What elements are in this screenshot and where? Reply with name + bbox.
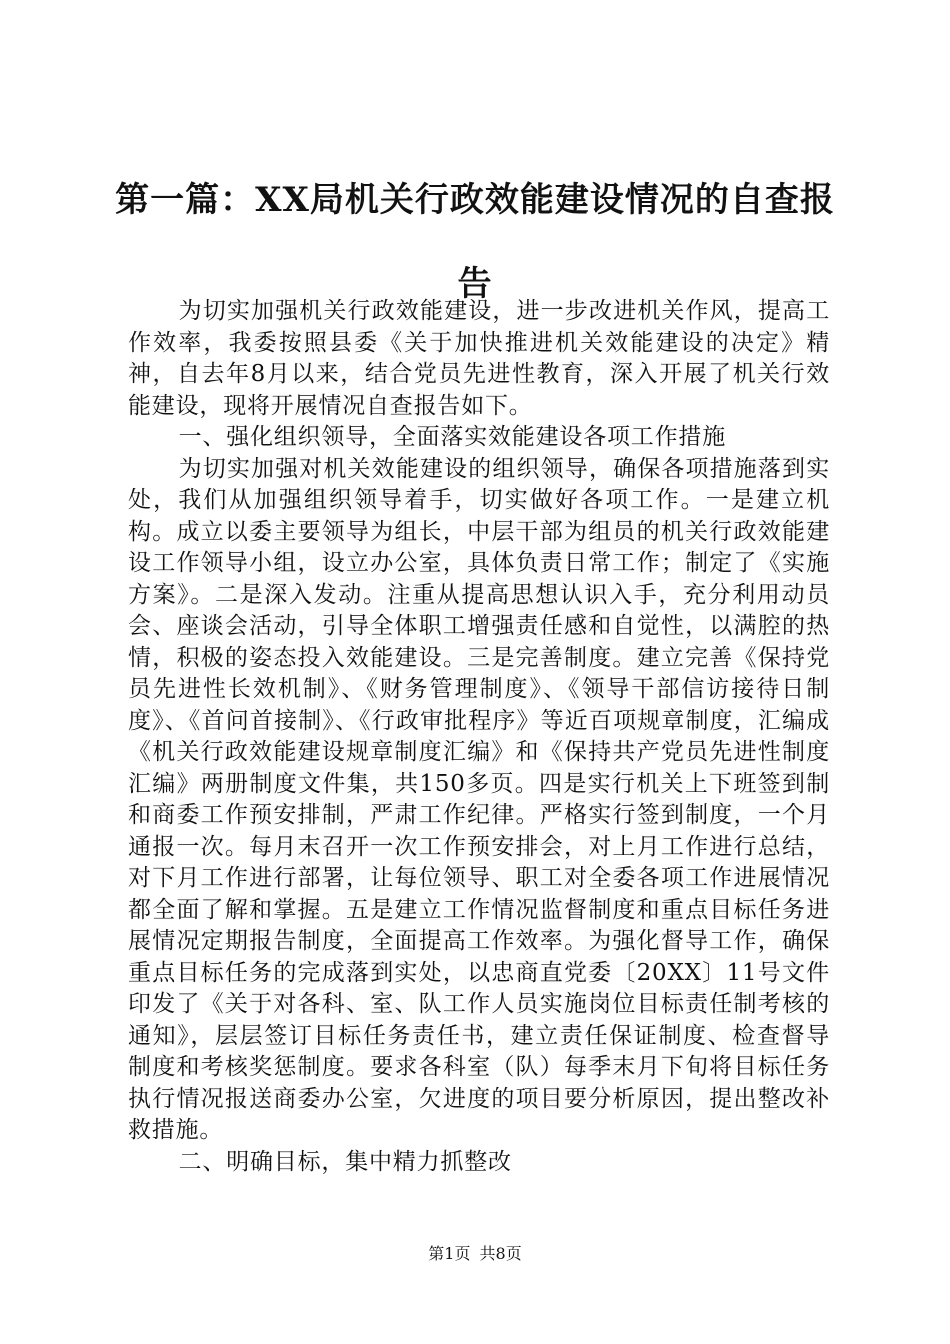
page-footer <box>0 1244 950 1264</box>
section-heading-2: 二、明确目标，集中精力抓整改 <box>178 1148 512 1175</box>
page-total: 共8页 <box>479 1244 522 1263</box>
page-number: 第1页 <box>428 1244 471 1263</box>
intro-paragraph: 为切实加强机关行政效能建设，进一步改进机关作风，提高工作效率，我委按照县委《关于加快推进机关效能建设的决定》精神，自去年8月以来，结合党员先进性教育，深入开展了机关行效能建设，现将开展情况自查报告如下。 <box>128 298 830 419</box>
section-1-paragraph: 为切实加强对机关效能建设的组织领导，确保各项措施落到实处，我们从加强组织领导着手，切实做好各项工作。一是建立机构。成立以委主要领导为组长，中层干部为组员的机关行政效能建设工作领导小组，设立办公室，具体负责日常工作；制定了《实施方案》。二是深入发动。注重从提高思想认识入手，充分利用动员会、座谈会活动，引导全体职工增强责任感和自觉性，以满腔的热情，积极的姿态投入效能建设。三是完善制度。建立完善《保持党员先进性长效机制》、《财务管理制度》、《领导干部信访接待日制度》、《首问首接制》、《行政审批程序》等近百项规章制度，汇编成《机关行政效能建设规章制度汇编》和《保持共产党员先进性制度汇编》两册制度文件集，共150多页。四是实行机关上下班签到制和商委工作预安排制，严肃工作纪律。严格实行签到制度，一个月通报一次。每月末召开一次工作预安排会，对上月工作进行总结，对下月工作进行部署，让每位领导、职工对全委各项工作进展情况都全面了解和掌握。五是建立工作情况监督制度和重点目标任务进展情况定期报告制度，全面提高工作效率。为强化督导工作，确保重点目标任务的完成落到实处，以忠商直党委〔20XX〕11号文件印发了《关于对各科、室、队工作人员实施岗位目标责任制考核的通知》，层层签订目标任务责任书，建立责任保证制度、检查督导制度和考核奖惩制度。要求各科室（队）每季末月下旬将目标任务执行情况报送商委办公室，欠进度的项目要分析原因，提出整改补救措施。 <box>128 455 830 1143</box>
document-body <box>128 296 830 1178</box>
document-title: 第一篇：XX局机关行政效能建设情况的自查报告 <box>115 180 835 304</box>
section-heading-1: 一、强化组织领导，全面落实效能建设各项工作措施 <box>178 424 726 450</box>
